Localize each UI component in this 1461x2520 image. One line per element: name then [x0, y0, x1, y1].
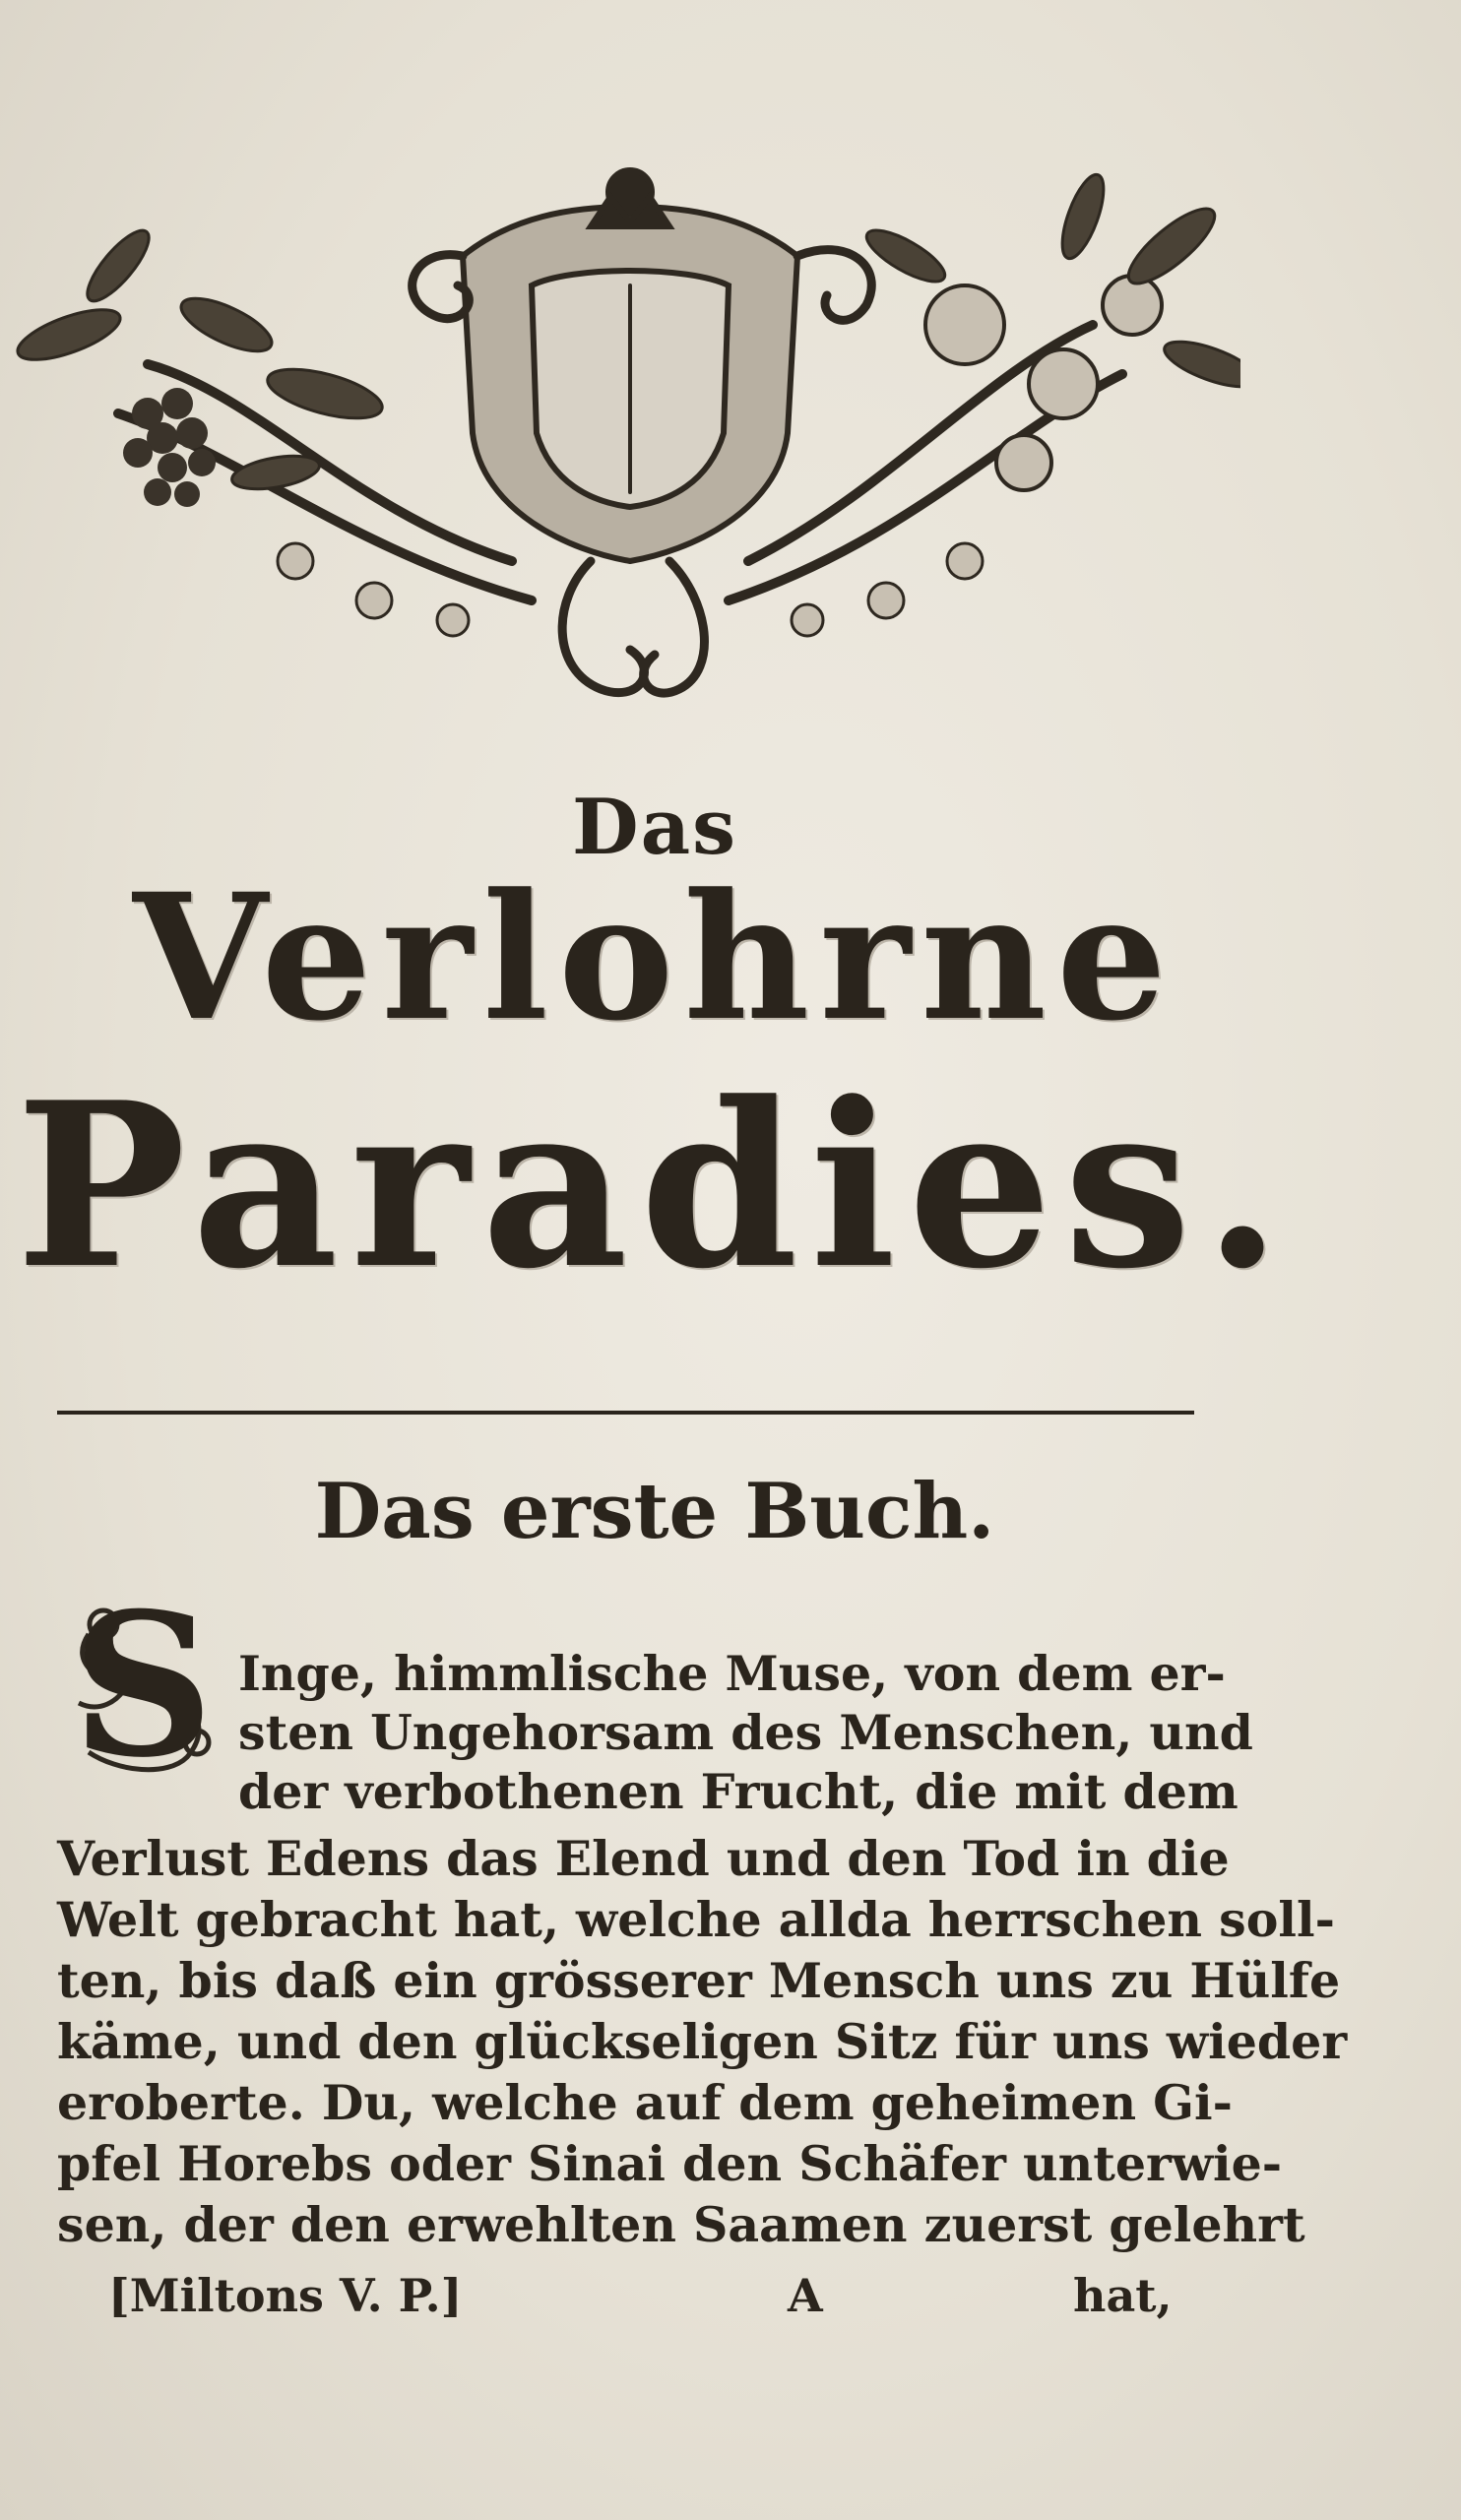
drop-cap	[59, 1570, 226, 1801]
signature-line: [Miltons V. P.]	[108, 2269, 463, 2322]
body-line: eroberte. Du, welche auf dem geheimen Gi-	[57, 2074, 1233, 2131]
catchword: hat,	[1073, 2269, 1173, 2322]
title-line-verlohrne: Verlohrne	[133, 855, 1176, 1059]
title-divider-rule	[57, 1411, 1194, 1415]
body-line: pfel Horebs oder Sinai den Schäfer unterwie-	[57, 2135, 1283, 2192]
body-line: Verlust Edens das Elend und den Tod in die	[57, 1830, 1230, 1887]
title-line-das: Das	[571, 783, 738, 872]
body-line: käme, und den glückseligen Sitz für uns wieder	[57, 2013, 1348, 2070]
title-line-paradies: Paradies.	[15, 1053, 1295, 1319]
body-line: sten Ungehorsam des Menschen, und	[238, 1704, 1253, 1761]
body-line: sen, der den erwehlten Saamen zuerst gelehrt	[57, 2196, 1305, 2253]
drop-cap-letter: S	[71, 1570, 215, 1801]
body-line: der verbothenen Frucht, die mit dem	[238, 1763, 1239, 1820]
body-line: ten, bis daß ein grösserer Mensch uns zu Hülfe	[57, 1952, 1341, 2009]
body-line: Welt gebracht hat, welche allda herrschen soll-	[57, 1891, 1335, 1948]
body-line: Inge, himmlische Muse, von dem er-	[238, 1645, 1226, 1702]
woodcut-headpiece-icon	[0, 138, 1240, 728]
book-heading: Das erste Buch.	[314, 1467, 995, 1556]
sheet-mark: A	[788, 2269, 823, 2322]
